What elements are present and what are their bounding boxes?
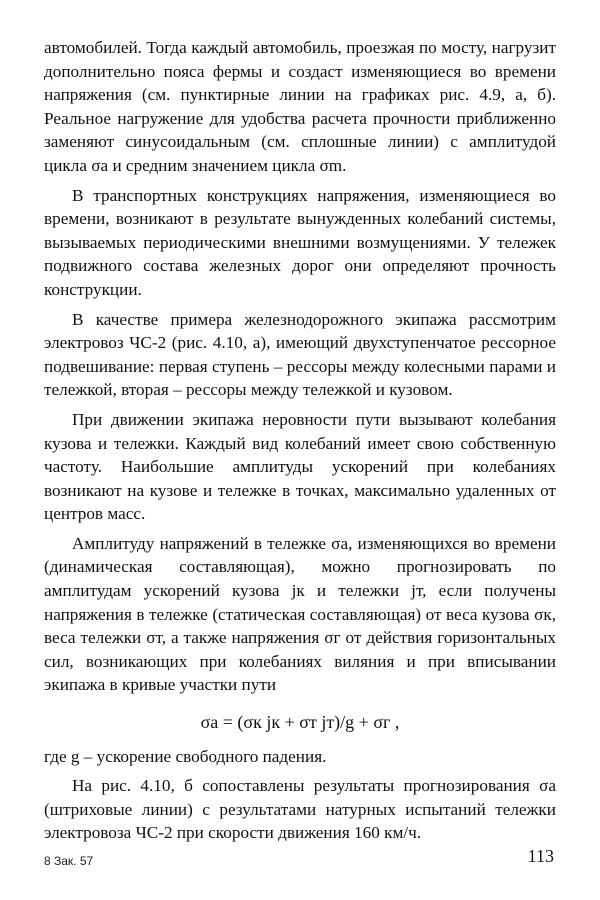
paragraph-6: где g – ускорение свободного падения. — [44, 746, 327, 766]
paragraph-3: В качестве примера железнодорожного экипажа рассмотрим электровоз ЧС-2 (рис. 4.10, а), имеющий двухступенчатое рессорное подвешивание: первая ступень – рессоры между колесными парами и тележкой, вторая – рессоры между тележкой и кузовом. — [44, 309, 556, 400]
paragraph-1: автомобилей. Тогда каждый автомобиль, проезжая по мосту, нагрузит дополнительно пояса фермы и создаст изменяющиеся во времени напряжения (см. пунктирные линии на графиках рис. 4.9, а, б). Реальное нагружение для удобства расчета прочности приближенно заменяют синусоидальным (см. сплошные линии) с амплитудой цикла σa и средним значением цикла σm. — [44, 38, 556, 175]
paragraph-4: При движении экипажа неровности пути вызывают колебания кузова и тележки. Каждый вид колебаний имеет свою собственную частоту. Наибольшие амплитуды ускорений при колебаниях возникают на кузове и тележке в точках, максимально удаленных от центров масс. — [44, 409, 556, 524]
paragraph-2: В транспортных конструкциях напряжения, изменяющиеся во времени, возникают в результате вынужденных колебаний системы, вызываемых периодическими внешними возмущениями. У тележек подвижного состава железных дорог они определяют прочность конструкции. — [44, 185, 556, 299]
printer-signature: 8 Зак. 57 — [44, 854, 94, 868]
formula: σa = (σк jк + σт jт)/g + σг , — [200, 712, 400, 733]
paragraph-7: На рис. 4.10, б сопоставлены результаты прогнозирования σa (штриховые линии) с результатами натурных испытаний тележки электровоза ЧС-2 при скорости движения 160 км/ч. — [44, 776, 556, 843]
page-number: 113 — [527, 846, 554, 866]
paragraph-5: Амплитуду напряжений в тележке σa, изменяющихся во времени (динамическая составляющая), можно прогнозировать по амплитудам ускорений кузова jк и тележки jт, если получены напряжения в тележке (статическая составляющая) от веса кузова σк, веса тележки σт, а также напряжения σг от действия горизонтальных сил, возникающих при колебаниях виляния и при вписывании экипажа в кривые участки пути — [44, 533, 556, 695]
page-body — [44, 36, 556, 845]
